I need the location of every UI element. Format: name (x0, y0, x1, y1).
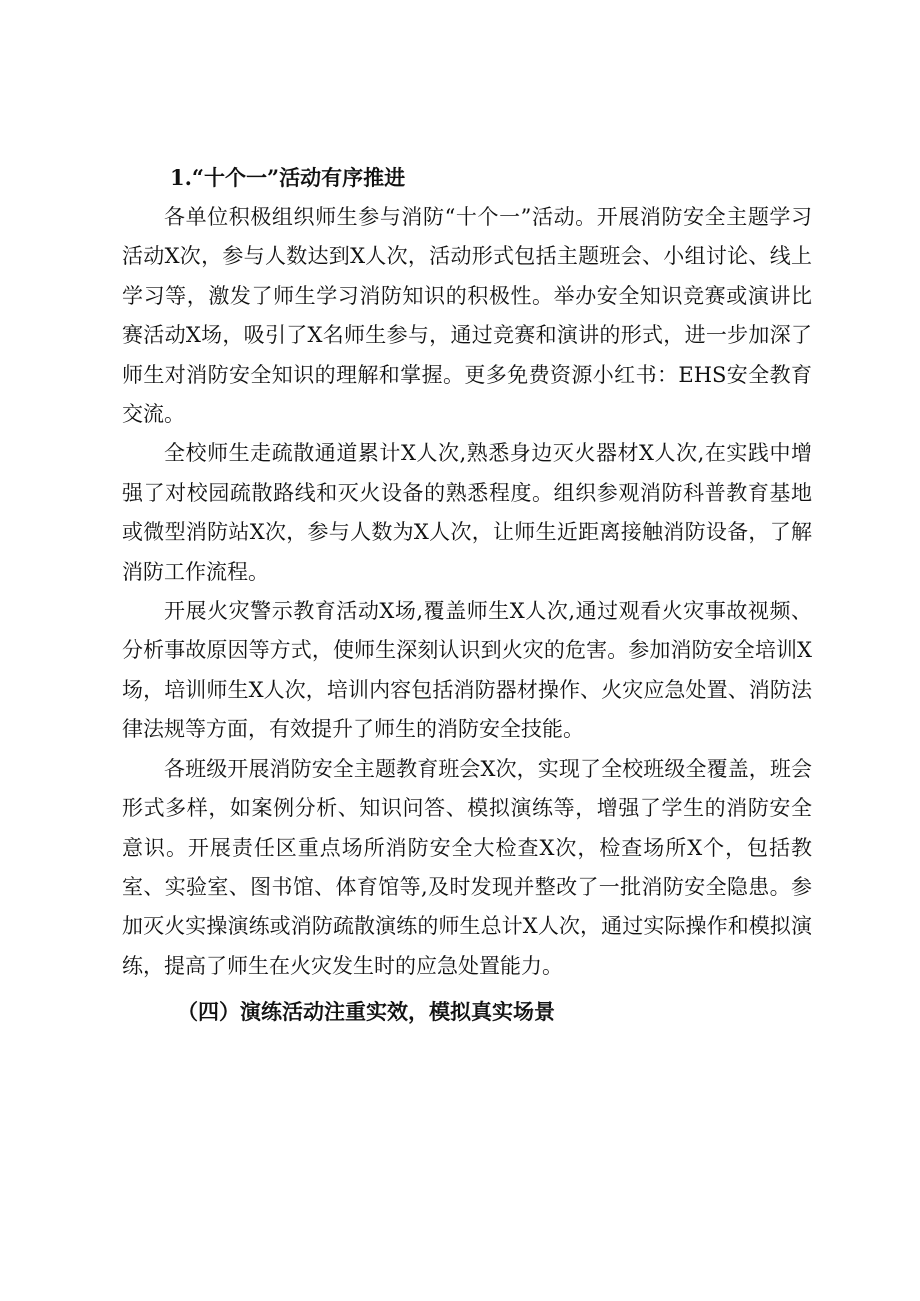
subsection-heading: （四）演练活动注重实效，模拟真实场景 (177, 999, 555, 1025)
paragraph-class-meetings: 各班级开展消防安全主题教育班会X次，实现了全校班级全覆盖，班会形式多样，如案例分析、知识问答、模拟演练等，增强了学生的消防安全意识。开展责任区重点场所消防安全大检查X次，检查场所X个，包括教室、实验室、图书馆、体育馆等,及时发现并整改了一批消防安全隐患。参加灭火实操演练或消防疏散演练的师生总计X人次，通过实际操作和模拟演练，提高了师生在火灾发生时的应急处置能力。 (122, 756, 812, 978)
paragraph-ten-activities: 各单位积极组织师生参与消防“十个一”活动。开展消防安全主题学习活动X次，参与人数达到X人次，活动形式包括主题班会、小组讨论、线上学习等，激发了师生学习消防知识的积极性。举办安全知识竞赛或演讲比赛活动X场，吸引了X名师生参与，通过竞赛和演讲的形式，进一步加深了师生对消防安全知识的理解和掌握。更多免费资源小红书：EHS安全教育交流。 (122, 205, 812, 427)
paragraph-warning-education: 开展火灾警示教育活动X场,覆盖师生X人次,通过观看火灾事故视频、分析事故原因等方式，使师生深刻认识到火灾的危害。参加消防安全培训X场，培训师生X人次，培训内容包括消防器材操作、火灾应急处置、消防法律法规等方面，有效提升了师生的消防安全技能。 (122, 599, 812, 742)
document-body (122, 158, 812, 1032)
paragraph-evacuation: 全校师生走疏散通道累计X人次,熟悉身边灭火器材X人次,在实践中增强了对校园疏散路线和灭火设备的熟悉程度。组织参观消防科普教育基地或微型消防站X次，参与人数为X人次，让师生近距离接触消防设备，了解消防工作流程。 (122, 441, 812, 584)
section-heading: 1.“十个一”活动有序推进 (170, 165, 406, 190)
